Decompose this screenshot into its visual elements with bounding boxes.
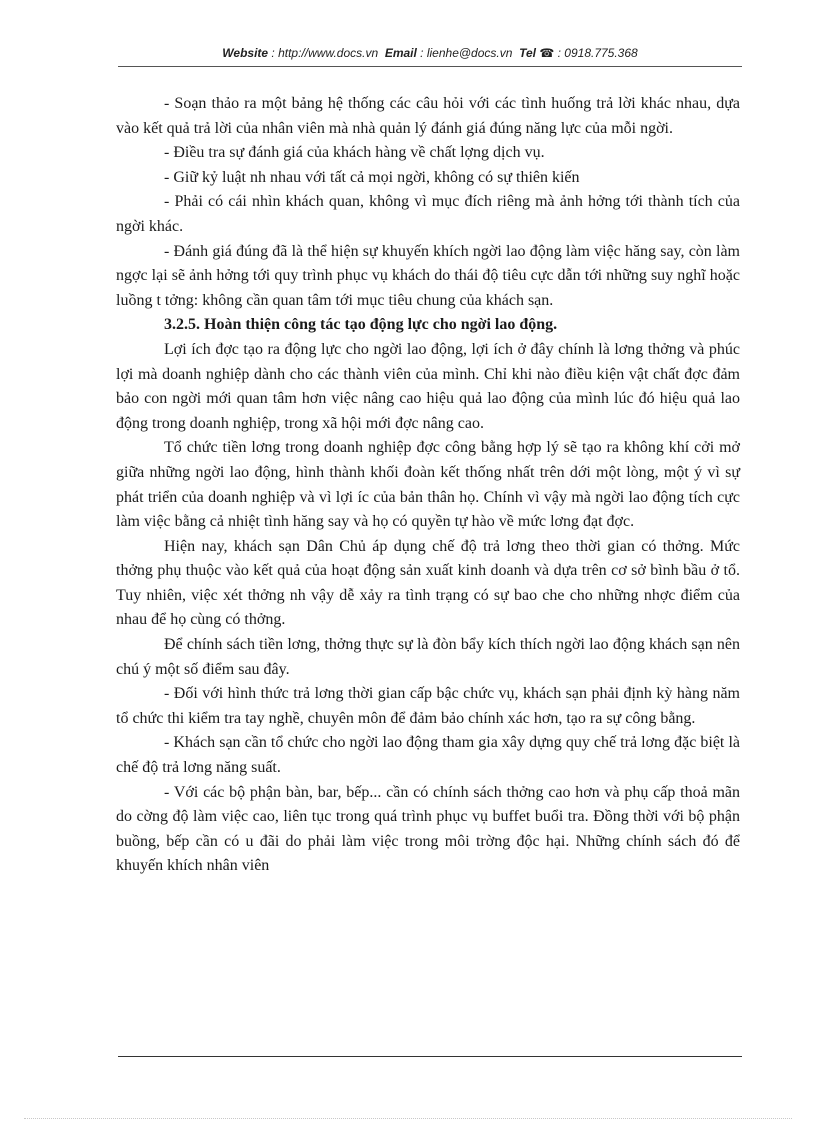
paragraph: Tổ chức tiền lơng trong doanh nghiệp đợc công bằng hợp lý sẽ tạo ra không khí cởi mở giữa những ngời lao động, hình thành khối đoàn kết thống nhất trên dới một lòng, một ý vì sự phát triển của doanh nghiệp và vì lợi íc của bản thân họ. Chính vì vậy mà ngời lao động tích cực làm việc bằng cả nhiệt tình hăng say và họ có quyền tự hào về mức lơng đạt đợc. [116,439,740,531]
document-body [116,92,740,879]
section-heading: 3.2.5. Hoàn thiện công tác tạo động lực cho ngời lao động. [164,316,558,334]
website-label: Website [222,46,269,60]
paragraph: Lợi ích đợc tạo ra động lực cho ngời lao động, lợi ích ở đây chính là lơng thởng và phúc lợi mà doanh nghiệp dành cho các thành viên của mình. Chỉ khi nào điều kiện vật chất đợc đảm bảo con ngời mới quan tâm hơn việc nâng cao hiệu quả lao động của mình lúc đó hiệu quả lao động trong doanh nghiệp, trong xã hội mới đợc nâng cao. [116,340,740,432]
page-bottom-border [24,1118,792,1119]
tel-number: : 0918.775.368 [557,46,638,60]
email-address: : lienhe@docs.vn [420,46,513,60]
paragraph: - Đánh giá đúng đã là thể hiện sự khuyến khích ngời lao động làm việc hăng say, còn làm ngợc lại sẽ ảnh hởng tới quy trình phục vụ khách do thái độ tiêu cực dẫn tới những suy nghĩ hoặc luồng t tởng: không cần quan tâm tới mục tiêu chung của khách sạn. [116,242,740,309]
paragraph: Để chính sách tiền lơng, thởng thực sự là đòn bẩy kích thích ngời lao động khách sạn nên chú ý một số điểm sau đây. [116,636,740,678]
page-header [118,46,742,60]
email-label: Email [384,46,417,60]
website-url: : http://www.docs.vn [271,46,379,60]
paragraph: - Soạn thảo ra một bảng hệ thống các câu hỏi với các tình huống trả lời khác nhau, dựa vào kết quả trả lời của nhân viên mà nhà quản lý đánh giá đúng năng lực của mỗi ngời. [116,95,740,137]
header-divider [118,66,742,67]
tel-label: Tel [519,46,536,60]
paragraph: Hiện nay, khách sạn Dân Chủ áp dụng chế độ trả lơng theo thời gian có thởng. Mức thởng phụ thuộc vào kết quả của hoạt động sản xuất kinh doanh và dựa trên cơ sở bình bầu ở tổ. Tuy nhiên, việc xét thởng nh vậy dễ xảy ra tình trạng có sự bao che cho những nhợc điểm của nhau để họ cùng có thởng. [116,537,740,629]
paragraph: - Phải có cái nhìn khách quan, không vì mục đích riêng mà ảnh hởng tới thành tích của ngời khác. [116,193,740,235]
paragraph: - Điều tra sự đánh giá của khách hàng về chất lợng dịch vụ. [164,144,545,162]
paragraph: - Đối với hình thức trả lơng thời gian cấp bậc chức vụ, khách sạn phải định kỳ hàng năm tổ chức thi kiểm tra tay nghề, chuyên môn để đảm bảo chính xác hơn, tạo ra sự công bằng. [116,685,740,727]
paragraph: - Giữ kỷ luật nh nhau với tất cả mọi ngời, không có sự thiên kiến [164,168,580,186]
paragraph: - Khách sạn cần tổ chức cho ngời lao động tham gia xây dựng quy chế trả lơng đặc biệt là chế độ trả lơng năng suất. [116,734,740,777]
phone-icon: ☎ [539,46,555,60]
footer-divider [118,1056,742,1057]
paragraph: - Với các bộ phận bàn, bar, bếp... cần có chính sách thởng cao hơn và phụ cấp thoả mãn do cờng độ làm việc cao, liên tục trong quá trình phục vụ buffet buổi tra. Đồng thời với bộ phận buồng, bếp cần có u đãi do phải làm việc trong môi trờng độc hại. Những chính sách đó để khuyến khích nhân viên [116,783,740,875]
